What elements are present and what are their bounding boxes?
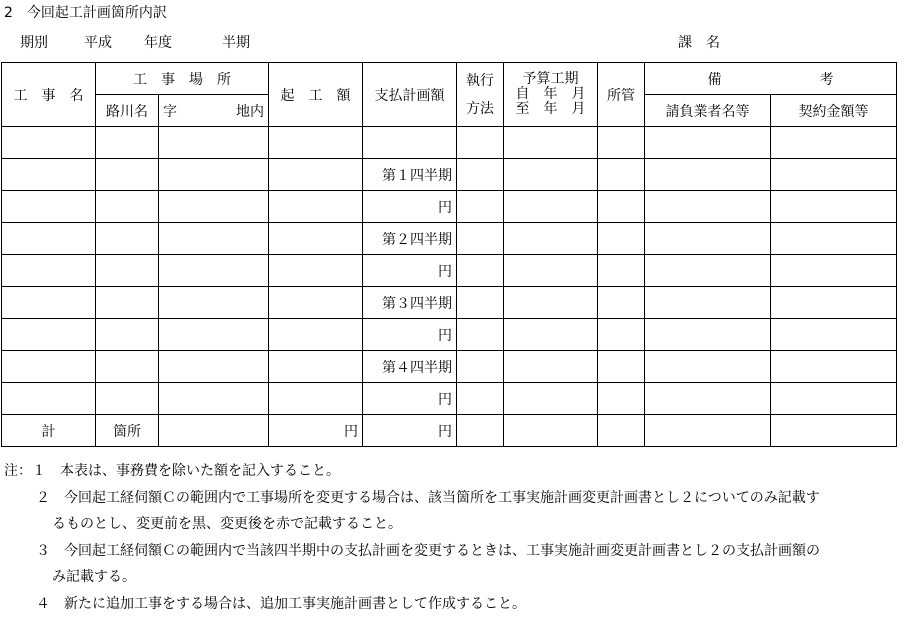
payment-cell: 円	[363, 191, 457, 223]
total-amount-unit: 円	[269, 415, 363, 447]
table-row	[2, 351, 897, 383]
total-places: 箇所	[96, 415, 159, 447]
note-line: 注：１ 本表は、事務費を除いた額を記入すること。	[4, 458, 912, 485]
schedule-line1: 予算工期	[504, 72, 597, 87]
header-chinai: 地内	[236, 101, 264, 121]
header-contract-amount: 契約金額等	[771, 95, 897, 127]
header-amount: 起 工 額	[269, 63, 363, 127]
payment-cell: 第３四半期	[363, 287, 457, 319]
note-line: るものとし、変更前を黒、変更後を赤で記載すること。	[4, 511, 912, 538]
exec-method-line2: 方法	[457, 95, 503, 123]
era-label: 平成	[84, 32, 112, 52]
table-row	[2, 223, 897, 255]
note-line: み記載する。	[4, 564, 912, 591]
header-contractor: 請負業者名等	[645, 95, 771, 127]
table-row	[2, 127, 897, 159]
header-aza: 字	[163, 101, 177, 121]
department-label: 課 名	[678, 32, 720, 52]
note-line: ４ 新たに追加工事をする場合は、追加工事実施計画書として作成すること。	[4, 591, 912, 617]
table-row	[2, 191, 897, 223]
table-row	[2, 319, 897, 351]
header-payment-plan: 支払計画額	[363, 63, 457, 127]
payment-cell: 第４四半期	[363, 351, 457, 383]
header-aza-chinai	[159, 95, 269, 127]
payment-cell: 円	[363, 383, 457, 415]
exec-method-line1: 執行	[457, 67, 503, 95]
payment-cell: 第２四半期	[363, 223, 457, 255]
header-jurisdiction: 所管	[598, 63, 645, 127]
payment-cell: 円	[363, 319, 457, 351]
schedule-line3: 至 年 月	[504, 102, 597, 117]
header-location: 工 事 場 所	[96, 63, 269, 95]
header-row-1	[2, 63, 897, 95]
payment-cell	[363, 127, 457, 159]
period-label: 期別	[20, 32, 48, 52]
note-line: ２ 今回起工経伺額Ｃの範囲内で工事場所を変更する場合は、該当箇所を工事実施計画変更計画書とし２についてのみ記載す	[4, 485, 912, 512]
table-row	[2, 255, 897, 287]
header-remarks: 備 考	[645, 63, 897, 95]
payment-cell: 円	[363, 255, 457, 287]
half-label: 半期	[222, 32, 250, 52]
total-label: 計	[2, 415, 96, 447]
header-schedule	[504, 63, 598, 127]
header-work-name: 工 事 名	[2, 63, 96, 127]
total-payment-unit: 円	[363, 415, 457, 447]
header-exec-method	[457, 63, 504, 127]
year-label: 年度	[144, 32, 172, 52]
payment-cell: 第１四半期	[363, 159, 457, 191]
table-row	[2, 383, 897, 415]
table-row	[2, 159, 897, 191]
notes	[4, 458, 912, 617]
section-title: 2 今回起工計画箇所内訳	[4, 2, 167, 22]
plan-table	[1, 62, 897, 447]
header-road-river: 路川名	[96, 95, 159, 127]
note-line: ３ 今回起工経伺額Ｃの範囲内で当該四半期中の支払計画を変更するときは、工事実施計画変更計画書とし２の支払計画額の	[4, 538, 912, 565]
total-row	[2, 415, 897, 447]
table-row	[2, 287, 897, 319]
schedule-line2: 自 年 月	[504, 87, 597, 102]
